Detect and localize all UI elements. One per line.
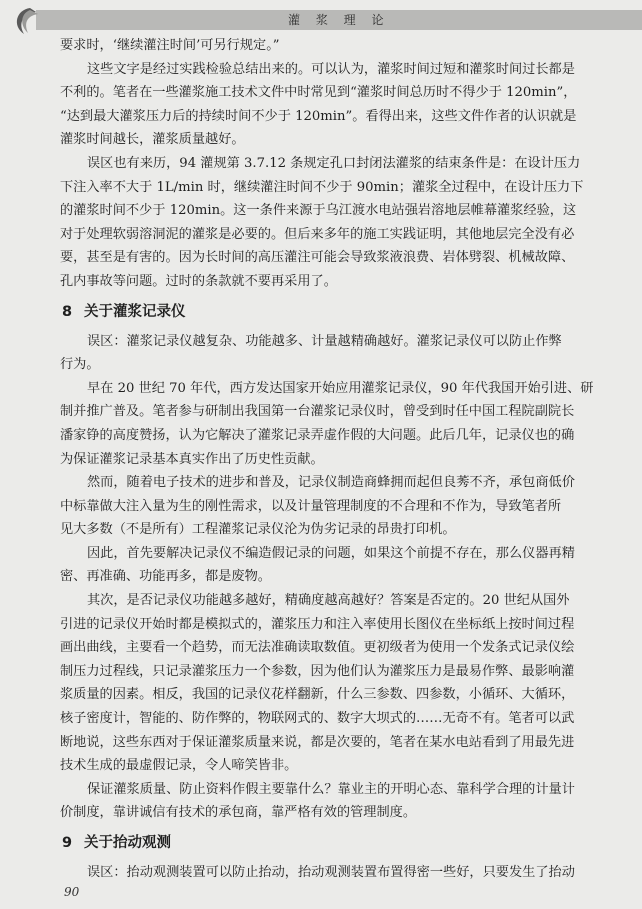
text-line: 见大多数（不是所有）工程灌浆记录仪沦为伪劣记录的昂贵打印机。 (60, 522, 456, 538)
header-title: 灌 浆 理 论 (288, 13, 390, 27)
text-line: 的灌浆时间不少于 120min。这一条件来源于乌江渡水电站强岩溶地层帷幕灌浆经验，这 (60, 203, 577, 219)
page-number: 90 (64, 885, 80, 899)
section-heading (60, 294, 634, 330)
crescent-logo-icon (10, 6, 44, 36)
text-line: 然而，随着电子技术的进步和普及，记录仪制造商蜂拥而起但良莠不齐，承包商低价 (87, 475, 575, 491)
text-line: 密、再准确、功能再多，都是废物。 (60, 569, 271, 585)
text-line: 引进的记录仪开始时都是模拟式的，灌浆压力和注入率使用长图仪在坐标纸上按时间过程 (60, 616, 575, 632)
text-line: 价制度，靠讲诚信有技术的承包商，靠严格有效的管理制度。 (60, 805, 417, 821)
text-line: 误区：灌浆记录仪越复杂、功能越多、计量越精确越好。灌浆记录仪可以防止作弊 (87, 333, 562, 349)
text-line: 浆质量的因素。相反，我国的记录仪花样翻新，什么三参数、四参数，小循环、大循环， (60, 687, 575, 703)
text-line: 因此，首先要解决记录仪不编造假记录的问题，如果这个前提不存在，那么仪器再精 (87, 545, 575, 561)
text-line: 中标靠做大注入量为生的刚性需求，以及计量管理制度的不合理和不作为，导致笔者所 (60, 498, 562, 514)
text-line: 为保证灌浆记录基本真实作出了历史性贡献。 (60, 451, 324, 467)
text-line: 技术生成的最虚假记录，令人啼笑皆非。 (60, 758, 298, 774)
text-line: 断地说，这些东西对于保证灌浆质量来说，都是次要的，笔者在某水电站看到了用最先进 (60, 734, 575, 750)
section-title: 关于抬动观测 (84, 835, 171, 851)
section-number: 8 (62, 303, 73, 320)
text-line: 潘家铮的高度赞扬，认为它解决了灌浆记录弄虚作假的大问题。此后几年，记录仪也的确 (60, 427, 575, 443)
text-line: 误区也有来历，94 灌规第 3.7.12 条规定孔口封闭法灌浆的结束条件是：在设计压力 (87, 155, 581, 171)
text-line: 其次，是否记录仪功能越多越好，精确度越高越好？答案是否定的。20 世纪从国外 (87, 593, 570, 609)
body-text (60, 34, 634, 885)
section-title: 关于灌浆记录仪 (84, 303, 186, 320)
text-line: 误区：抬动观测装置可以防止抬动，抬动观测装置布置得密一些好，只要发生了抬动 (87, 865, 575, 880)
text-line: 行为。 (60, 357, 100, 373)
text-line: 制并推广普及。笔者参与研制出我国第一台灌浆记录仪时，曾受到时任中国工程院副院长 (60, 404, 575, 420)
text-line: 下注入率不大于 1L/min 时，继续灌注时间不少于 90min；灌浆全过程中，在设计压力下 (60, 179, 584, 195)
text-line: 要，甚至是有害的。因为长时间的高压灌注可能会导致浆液浪费、岩体劈裂、机械故障、 (60, 250, 575, 266)
section-number: 9 (62, 835, 73, 851)
text-line: 要求时，‘继续灌注时间’可另行规定。” (60, 38, 280, 53)
text-line: 保证灌浆质量、防止资料作假主要靠什么？靠业主的开明心态、靠科学合理的计量计 (87, 781, 575, 797)
section-heading (60, 825, 634, 861)
running-header (0, 0, 642, 36)
text-line: 不利的。笔者在一些灌浆施工技术文件中时常见到“灌浆时间总历时不得少于 120min”， (60, 85, 577, 101)
text-line: 这些文字是经过实践检验总结出来的。可以认为，灌浆时间过短和灌浆时间过长都是 (87, 61, 575, 77)
text-line: 对于处理软弱溶洞泥的灌浆是必要的。但后来多年的施工实践证明，其他地层完全没有必 (60, 226, 575, 242)
text-line: 核子密度计，智能的、防作弊的，物联网式的、数字大坝式的……无奇不有。笔者可以武 (60, 711, 575, 727)
text-line: 孔内事故等问题。过时的条款就不要再采用了。 (60, 273, 337, 289)
text-line: “达到最大灌浆压力后的持续时间不少于 120min”。看得出来，这些文件作者的认识就是 (60, 108, 577, 124)
text-line: 制压力过程线，只记录灌浆压力一个参数，因为他们认为灌浆压力是最易作弊、最影响灌 (60, 663, 575, 679)
text-line: 画出曲线，主要看一个趋势，而无法准确读取数值。更初级者为使用一个发条式记录仪绘 (60, 640, 575, 656)
text-line: 早在 20 世纪 70 年代，西方发达国家开始应用灌浆记录仪，90 年代我国开始引进、研 (87, 380, 594, 396)
text-line: 灌浆时间越长，灌浆质量越好。 (60, 132, 245, 148)
